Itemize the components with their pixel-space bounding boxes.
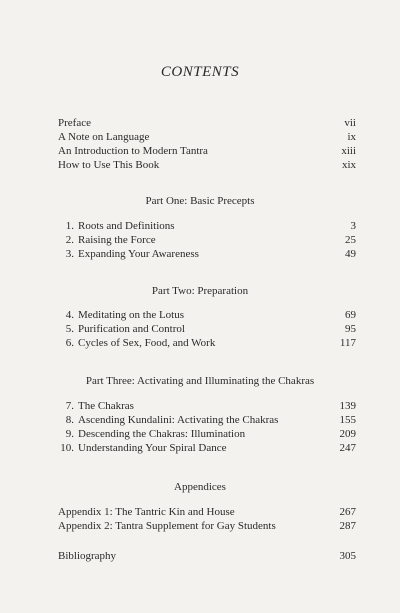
entry-title: The Chakras xyxy=(78,400,134,412)
chapter-number: 10. xyxy=(60,442,74,454)
page-title: CONTENTS xyxy=(160,64,240,80)
entry-page: vii xyxy=(344,117,356,129)
entry-page: 95 xyxy=(345,323,356,335)
toc-entry[interactable] xyxy=(58,519,356,534)
entry-page: 155 xyxy=(339,414,356,426)
toc-entry[interactable] xyxy=(58,130,356,145)
entry-page: ix xyxy=(347,131,356,143)
toc-entry[interactable] xyxy=(58,308,356,323)
part-heading: Part One: Basic Precepts xyxy=(145,195,255,207)
entry-page: 49 xyxy=(345,248,356,260)
chapter-number: 3. xyxy=(65,248,74,260)
entry-title: Expanding Your Awareness xyxy=(78,248,199,260)
entry-title: Bibliography xyxy=(58,550,117,562)
toc-entry[interactable] xyxy=(58,427,356,442)
chapter-number: 4. xyxy=(65,309,74,321)
entry-page: 209 xyxy=(339,428,356,440)
chapter-number: 2. xyxy=(65,234,74,246)
entry-title: How to Use This Book xyxy=(58,159,160,171)
entry-page: 117 xyxy=(339,337,356,349)
entry-title: Preface xyxy=(58,117,91,129)
toc-entry[interactable] xyxy=(58,322,356,337)
entry-title: Raising the Force xyxy=(78,234,156,246)
entry-title: Purification and Control xyxy=(78,323,185,335)
entry-page: 3 xyxy=(350,220,356,232)
chapter-number: 5. xyxy=(65,323,74,335)
chapter-number: 6. xyxy=(65,337,74,349)
entry-page: 305 xyxy=(339,550,356,562)
chapter-number: 9. xyxy=(65,428,74,440)
toc-entry[interactable] xyxy=(58,233,356,248)
entry-title: Appendix 1: The Tantric Kin and House xyxy=(58,506,235,518)
toc-entry[interactable] xyxy=(58,336,356,351)
toc-entry[interactable] xyxy=(58,158,356,173)
chapter-number: 1. xyxy=(65,220,74,232)
entry-title: Meditating on the Lotus xyxy=(78,309,185,321)
part-heading: Part Two: Preparation xyxy=(151,285,249,297)
entry-page: 287 xyxy=(339,520,356,532)
toc-entry[interactable] xyxy=(58,549,356,564)
entry-title: Descending the Chakras: Illumination xyxy=(78,428,246,440)
toc-entry[interactable] xyxy=(58,116,356,131)
toc-entry[interactable] xyxy=(58,413,356,428)
entry-title: Appendix 2: Tantra Supplement for Gay Students xyxy=(58,520,276,532)
entry-title: Understanding Your Spiral Dance xyxy=(78,442,227,454)
entry-page: xiii xyxy=(341,145,356,157)
toc-entry[interactable] xyxy=(58,441,356,456)
chapter-number: 7. xyxy=(65,400,74,412)
entry-page: xix xyxy=(341,159,356,171)
entry-page: 267 xyxy=(339,506,356,518)
toc-entry[interactable] xyxy=(58,144,356,159)
entry-title: Cycles of Sex, Food, and Work xyxy=(78,337,216,349)
entry-page: 247 xyxy=(339,442,356,454)
toc-entry[interactable] xyxy=(58,247,356,262)
chapter-number: 8. xyxy=(65,414,74,426)
entry-page: 69 xyxy=(345,309,356,321)
entry-page: 139 xyxy=(339,400,356,412)
entry-title: An Introduction to Modern Tantra xyxy=(58,145,208,157)
entry-page: 25 xyxy=(345,234,356,246)
part-heading: Part Three: Activating and Illuminating the Chakras xyxy=(85,375,315,387)
toc-entry[interactable] xyxy=(58,505,356,520)
entry-title: Roots and Definitions xyxy=(78,220,175,232)
toc-entry[interactable] xyxy=(58,399,356,414)
entry-title: Ascending Kundalini: Activating the Chakras xyxy=(78,414,279,426)
appendices-heading: Appendices xyxy=(174,481,226,493)
entry-title: A Note on Language xyxy=(58,131,150,143)
toc-entry[interactable] xyxy=(58,219,356,234)
